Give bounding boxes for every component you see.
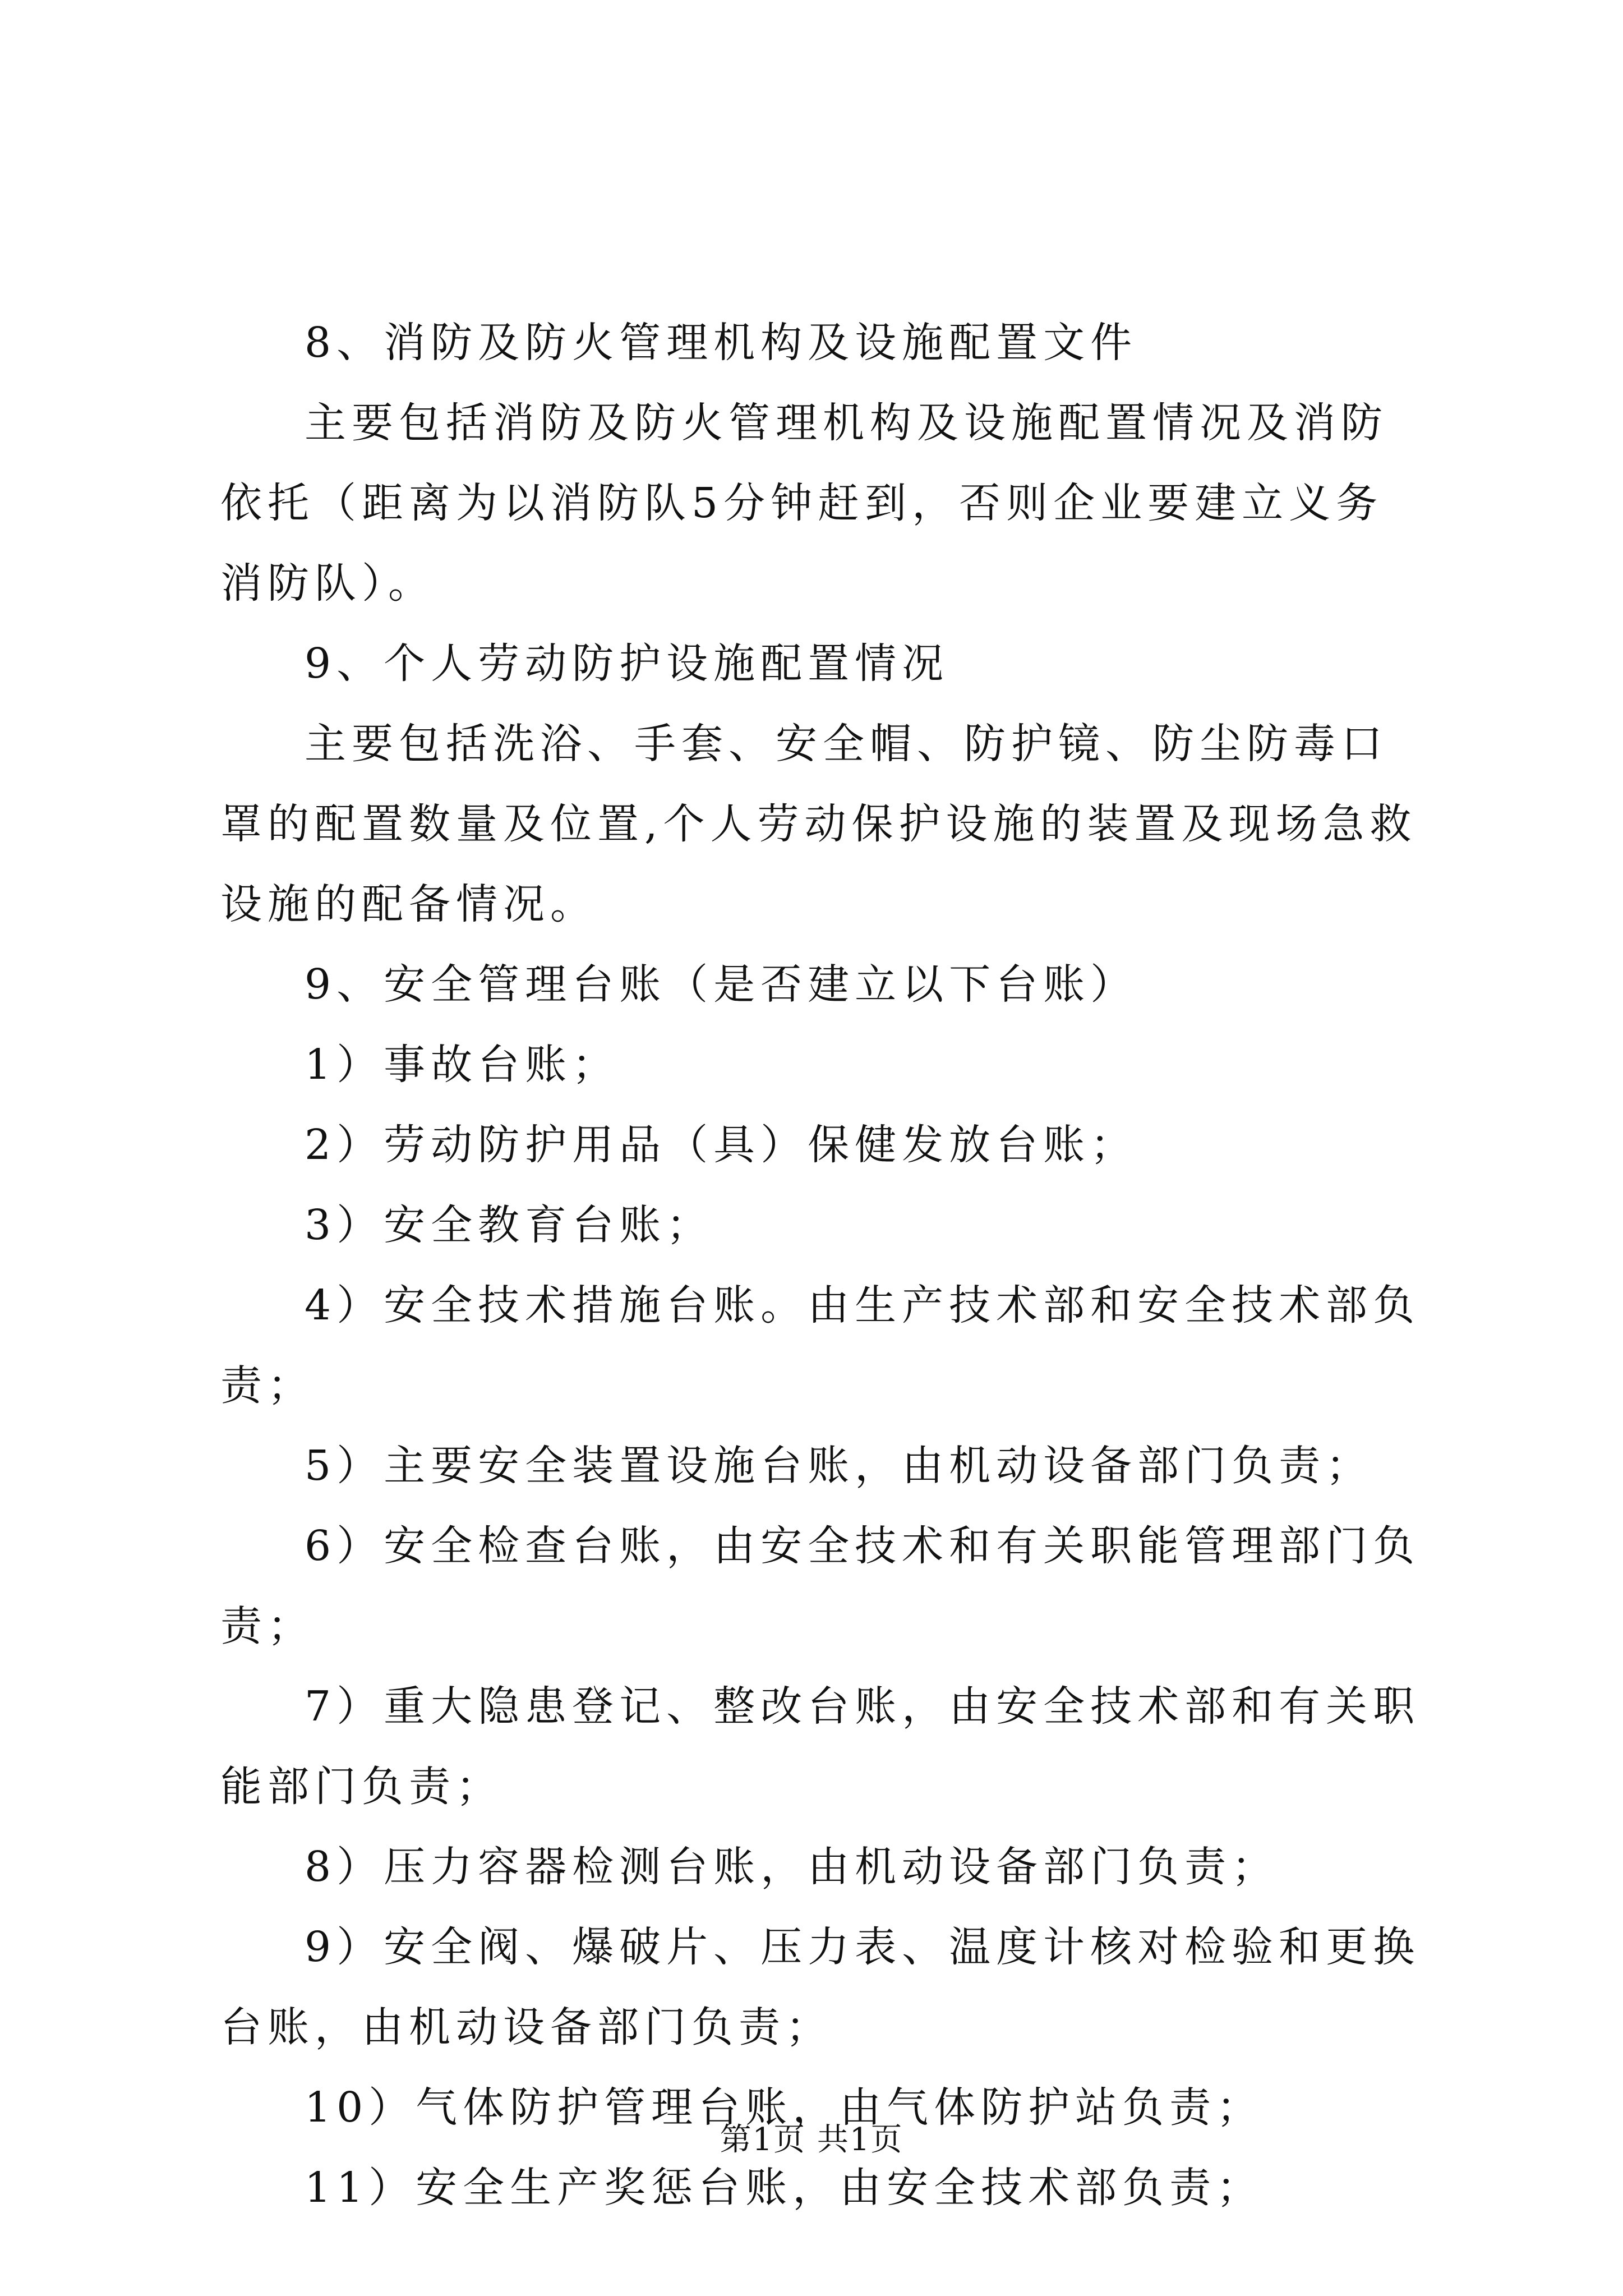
document-body: [220, 303, 1421, 2228]
list-item-technical-measures-ledger: 4）安全技术措施台账。由生产技术部和安全技术部负责；: [220, 1281, 1421, 1410]
list-item-safety-devices-ledger: 5）主要安全装置设施台账，由机动设备部门负责；: [305, 1442, 1373, 1490]
list-item-protective-equipment-ledger: 2）劳动防护用品（具）保健发放台账；: [305, 1121, 1138, 1169]
paragraph-personal-protection: 主要包括洗浴、手套、安全帽、防护镜、防尘防毒口罩的配置数量及位置,个人劳动保护设施的装置及现场急救设施的配备情况。: [220, 720, 1417, 928]
section-heading-personal-protection: 9、个人劳动防护设施配置情况: [305, 639, 949, 688]
list-item-gas-protection-ledger: 10）气体防护管理台账，由气体防护站负责；: [305, 2083, 1264, 2132]
list-item-valve-gauge-ledger: 9）安全阀、爆破片、压力表、温度计核对检验和更换台账，由机动设备部门负责；: [220, 1923, 1421, 2051]
list-item-accident-ledger: 1）事故台账；: [305, 1041, 620, 1089]
section-heading-safety-ledgers: 9、安全管理台账（是否建立以下台账）: [305, 960, 1138, 1009]
list-item-safety-education-ledger: 3）安全教育台账；: [305, 1201, 714, 1249]
paragraph-fire-facilities: 主要包括消防及防火管理机构及设施配置情况及消防依托（距离为以消防队5分钟赶到，否则企业要建立义务消防队）。: [220, 399, 1388, 608]
section-heading-fire-facilities: 8、消防及防火管理机构及设施配置文件: [305, 319, 1138, 367]
list-item-pressure-vessel-ledger: 8）压力容器检测台账，由机动设备部门负责；: [305, 1843, 1279, 1891]
list-item-rewards-penalties-ledger: 11）安全生产奖惩台账，由安全技术部负责；: [305, 2164, 1264, 2212]
list-item-hazard-rectification-ledger: 7）重大隐患登记、整改台账，由安全技术部和有关职能部门负责；: [220, 1682, 1421, 1811]
list-item-safety-inspection-ledger: 6）安全检查台账，由安全技术和有关职能管理部门负责；: [220, 1522, 1421, 1650]
page-number-footer: 第1页 共1页: [720, 2122, 903, 2158]
